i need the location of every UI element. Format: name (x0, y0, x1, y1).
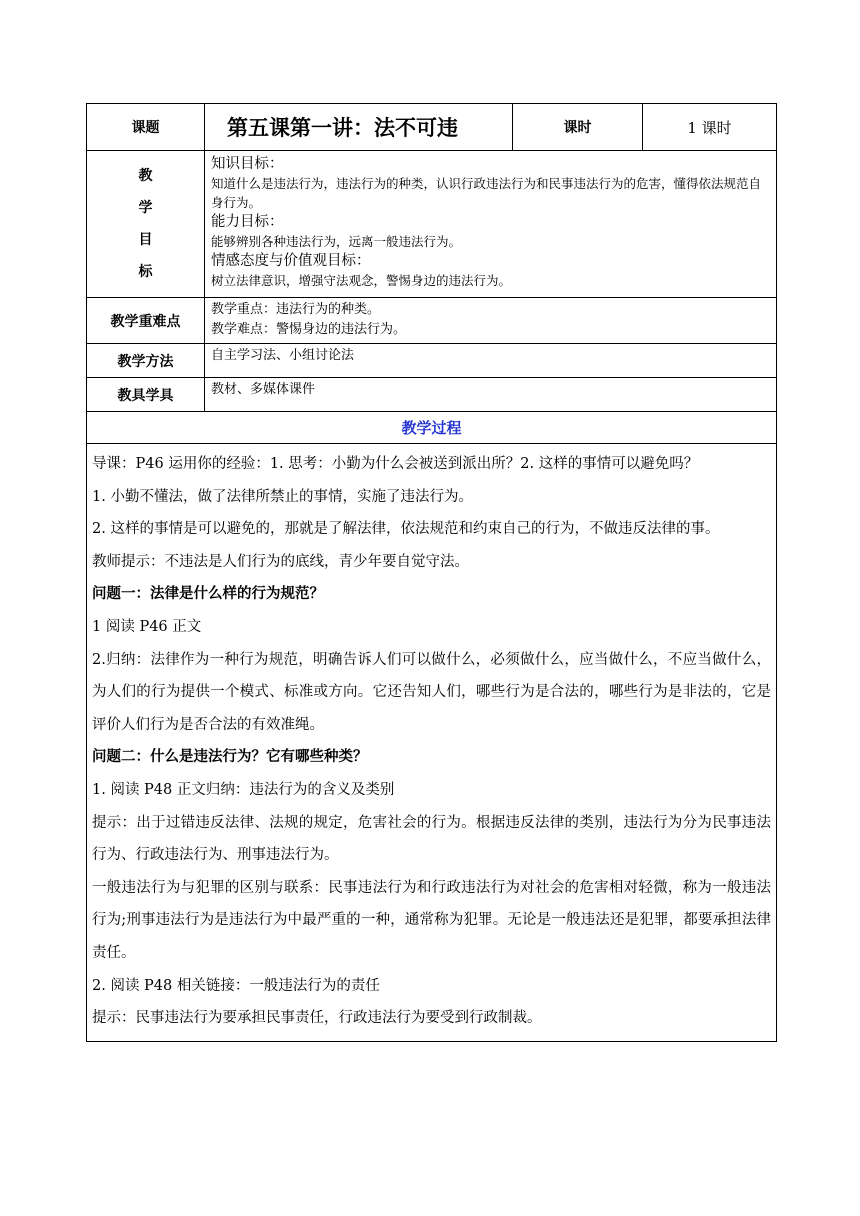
tools-value: 教材、多媒体课件 (205, 378, 777, 412)
body-paragraph: 一般违法行为与犯罪的区别与联系：民事违法行为和行政违法行为对社会的危害相对轻微，称为一般违法行为;刑事违法行为是违法行为中最严重的一种，通常称为犯罪。无论是一般违法还是犯罪，都要承担法律责任。 (92, 879, 771, 961)
emotion-heading: 情感态度与价值观目标： (211, 253, 371, 269)
ability-text: 能够辨别各种违法行为，远离一般违法行为。 (211, 234, 462, 249)
intro-paragraph: 导课：P46 运用你的经验：1. 思考：小勤为什么会被送到派出所？2. 这样的事情可以避免吗？ (92, 456, 699, 472)
body-paragraph: 提示：民事违法行为要承担民事责任，行政违法行为要受到行政制裁。 (92, 1010, 542, 1027)
goals-content (205, 151, 777, 298)
body-paragraph: 2.归纳：法律作为一种行为规范，明确告诉人们可以做什么，必须做什么，应当做什么，不应当做什么，为人们的行为提供一个模式、标准或方向。它还告知人们，哪些行为是合法的，哪些行为是非法的，它是评价人们行为是否合法的有效准绳。 (92, 651, 771, 733)
body-paragraph: 2. 这样的事情是可以避免的，那就是了解法律，依法规范和约束自己的行为，不做违反法律的事。 (92, 521, 720, 538)
goals-label-char: 学 (138, 200, 153, 216)
key-points-content (205, 298, 777, 344)
tools-label: 教具学具 (87, 378, 205, 412)
body-paragraph: 提示：出于过错违反法律、法规的规定，危害社会的行为。根据违反法律的类别，违法行为分为民事违法行为、行政违法行为、刑事违法行为。 (92, 814, 771, 864)
knowledge-heading: 知识目标： (211, 156, 284, 172)
teacher-tip-paragraph: 教师提示：不违法是人们行为的底线，青少年要自觉守法。 (92, 553, 469, 570)
hours-label: 课时 (513, 104, 643, 151)
method-value: 自主学习法、小组讨论法 (205, 344, 777, 378)
question-one-heading: 问题一：法律是什么样的行为规范？ (92, 585, 324, 603)
lesson-plan-table (86, 103, 777, 1042)
process-body (87, 444, 777, 1042)
goals-label-char: 标 (138, 264, 153, 280)
key-difficulty: 教学难点：警惕身边的违法行为。 (211, 322, 407, 337)
process-title: 教学过程 (87, 412, 777, 444)
question-two-heading: 问题二：什么是违法行为？它有哪些种类？ (92, 748, 368, 766)
body-paragraph: 1. 小勤不懂法，做了法律所禁止的事情，实施了违法行为。 (92, 488, 473, 505)
goals-label (87, 151, 205, 298)
body-paragraph: 1 阅读 P46 正文 (92, 618, 202, 635)
topic-title: 第五课第一讲：法不可违 (205, 104, 513, 151)
method-label: 教学方法 (87, 344, 205, 378)
key-points-label: 教学重难点 (87, 298, 205, 344)
goals-label-char: 教 (138, 168, 153, 184)
topic-label: 课题 (87, 104, 205, 151)
hours-value: 1 课时 (643, 104, 777, 151)
body-paragraph: 1. 阅读 P48 正文归纳：违法行为的含义及类别 (92, 781, 395, 798)
body-paragraph: 2. 阅读 P48 相关链接：一般违法行为的责任 (92, 977, 380, 994)
key-focus: 教学重点：违法行为的种类。 (211, 302, 381, 317)
knowledge-text: 知道什么是违法行为，违法行为的种类，认识行政违法行为和民事违法行为的危害，懂得依法规范自身行为。 (211, 176, 762, 210)
ability-heading: 能力目标： (211, 214, 284, 230)
goals-label-char: 目 (138, 232, 153, 248)
emotion-text: 树立法律意识，增强守法观念，警惕身边的违法行为。 (211, 273, 512, 288)
